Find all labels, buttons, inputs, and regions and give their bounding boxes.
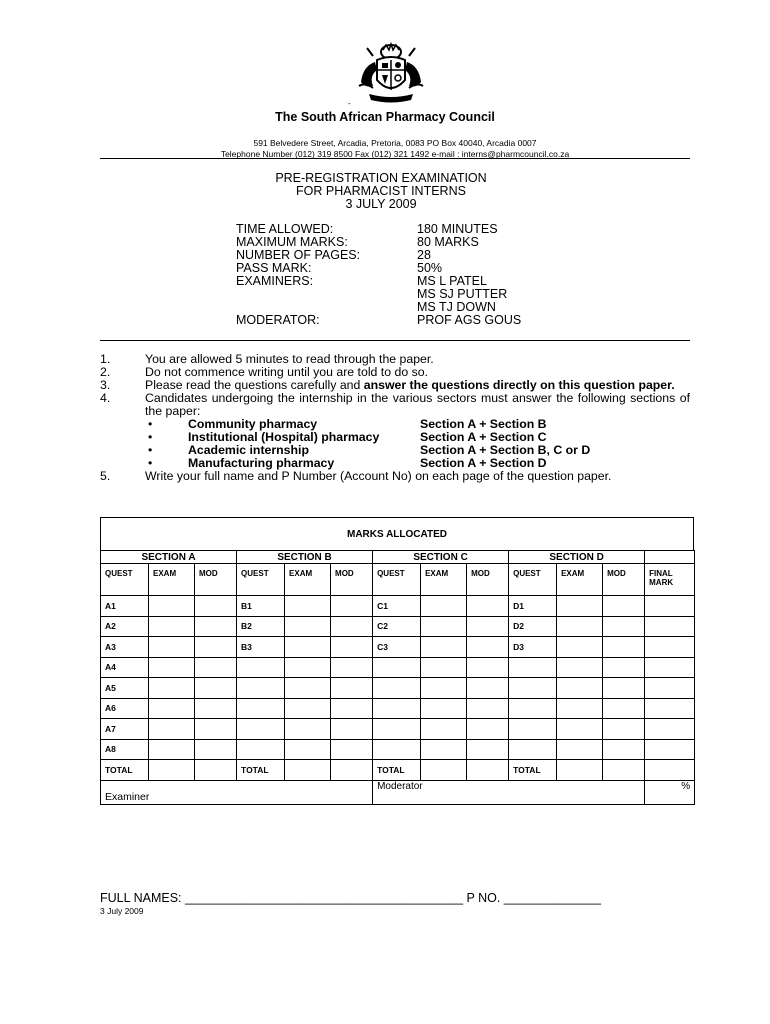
exam-mark-cell[interactable] [421,616,467,637]
instr-num: 1. [100,352,111,366]
exam-mark-cell[interactable] [149,596,195,617]
pass-label: PASS MARK: [236,261,312,275]
header-dash: - [348,99,351,108]
question-cell: C3 [373,637,421,658]
col-exam: EXAM [149,564,195,596]
exam-mark-cell[interactable] [285,616,331,637]
question-cell: A6 [101,698,149,719]
mod-mark-cell[interactable] [467,637,509,658]
instr-num: 2. [100,365,111,379]
examiner-signature-field[interactable]: Examiner [101,780,373,804]
mod-mark-cell[interactable] [603,698,645,719]
exam-mark-cell[interactable] [557,637,603,658]
mod-mark-cell[interactable] [603,596,645,617]
question-cell: B1 [237,596,285,617]
mod-mark-cell[interactable] [467,657,509,678]
address-line: 591 Belvedere Street, Arcadia, Pretoria, 0083 PO Box 40040, Arcadia 0007 [253,138,537,148]
examiners-label: EXAMINERS: [236,274,314,288]
table-row [101,596,695,617]
final-mark-cell[interactable] [645,657,695,678]
mod-mark-cell[interactable] [603,616,645,637]
sector-sections: Section A + Section B, C or D [420,443,591,457]
exam-mark-cell[interactable] [421,760,467,781]
question-cell: B3 [237,637,285,658]
mod-mark-cell[interactable] [331,657,373,678]
exam-mark-cell[interactable] [421,719,467,740]
question-cell: D3 [509,637,557,658]
question-cell: D2 [509,616,557,637]
exam-mark-cell[interactable] [557,739,603,760]
question-cell: TOTAL [101,760,149,781]
question-cell: A5 [101,678,149,699]
question-cell [509,739,557,760]
question-cell [373,739,421,760]
table-row [101,739,695,760]
instr-num: 3. [100,378,111,392]
sector-sections: Section A + Section B [420,417,547,431]
bullet-icon: • [148,456,153,470]
col-mod: MOD [331,564,373,596]
final-mark-cell[interactable] [645,616,695,637]
question-cell [509,657,557,678]
council-address [0,138,770,160]
question-cell: A2 [101,616,149,637]
marks-allocated-table [100,517,696,805]
examiner-2: MS SJ PUTTER [417,287,508,301]
question-cell [373,657,421,678]
instr-text: Candidates undergoing the internship in the various sectors must answer the following sections of the paper: [145,391,690,418]
section-c-header: SECTION C [373,551,509,564]
exam-title-line1: PRE-REGISTRATION EXAMINATION [275,171,487,185]
question-cell [509,698,557,719]
moderator-signature-field[interactable]: Moderator [373,780,645,804]
mod-mark-cell[interactable] [195,719,237,740]
mod-mark-cell[interactable] [603,637,645,658]
question-cell [237,698,285,719]
question-cell: TOTAL [373,760,421,781]
contact-prefix: Telephone Number (012) 319 8500 Fax (012) 321 1492 e-mail : [220,149,462,159]
mod-mark-cell[interactable] [603,739,645,760]
question-cell [237,657,285,678]
examiner-1: MS L PATEL [417,274,487,288]
exam-mark-cell[interactable] [285,596,331,617]
question-cell: A3 [101,637,149,658]
final-mark-cell[interactable] [645,678,695,699]
moderator-value: PROF AGS GOUS [417,313,522,327]
final-mark-cell[interactable] [645,698,695,719]
question-cell [373,698,421,719]
question-cell: D1 [509,596,557,617]
mod-mark-cell[interactable] [467,698,509,719]
mod-mark-cell[interactable] [467,739,509,760]
table-row [101,719,695,740]
question-cell: TOTAL [237,760,285,781]
exam-mark-cell[interactable] [285,719,331,740]
exam-mark-cell[interactable] [557,678,603,699]
mod-mark-cell[interactable] [331,698,373,719]
mod-mark-cell[interactable] [331,739,373,760]
info-divider [100,340,690,341]
pass-value: 50% [417,261,443,275]
mod-mark-cell[interactable] [195,698,237,719]
marks-value: 80 MARKS [417,235,479,249]
question-cell [237,739,285,760]
empty-cell [645,551,695,564]
exam-mark-cell[interactable] [421,657,467,678]
mod-mark-cell[interactable] [467,616,509,637]
exam-title [0,172,762,211]
footer-date: 3 July 2009 [100,906,144,916]
exam-mark-cell[interactable] [557,616,603,637]
mod-mark-cell[interactable] [195,739,237,760]
exam-mark-cell[interactable] [149,678,195,699]
mod-mark-cell[interactable] [467,760,509,781]
mod-mark-cell[interactable] [467,678,509,699]
bullet-icon: • [148,430,153,444]
marks-table-title: MARKS ALLOCATED [100,517,694,550]
question-cell [373,719,421,740]
sector-sections: Section A + Section C [420,430,547,444]
mod-mark-cell[interactable] [603,760,645,781]
col-quest: QUEST [101,564,149,596]
section-a-header: SECTION A [101,551,237,564]
mod-mark-cell[interactable] [603,657,645,678]
full-names-line[interactable]: FULL NAMES: ________________________________________ P NO. ______________ [100,891,602,905]
table-row [101,657,695,678]
instr-num: 4. [100,391,111,405]
marks-table-body [101,596,695,781]
col-quest: QUEST [509,564,557,596]
marks-label: MAXIMUM MARKS: [236,235,348,249]
sector-sections: Section A + Section D [420,456,547,470]
table-row [101,760,695,781]
question-cell [373,678,421,699]
exam-mark-cell[interactable] [285,637,331,658]
email-link[interactable]: interns@pharmcouncil.co.za [461,149,570,159]
percent-field[interactable]: % [645,780,695,804]
exam-mark-cell[interactable] [149,739,195,760]
exam-mark-cell[interactable] [149,616,195,637]
exam-mark-cell[interactable] [149,657,195,678]
question-cell [509,719,557,740]
pages-value: 28 [417,248,431,262]
sector-name: Academic internship [188,443,309,457]
question-cell: B2 [237,616,285,637]
column-header-row [101,564,695,596]
instr-num: 5. [100,469,111,483]
mod-mark-cell[interactable] [195,616,237,637]
council-crest-logo [355,42,427,106]
final-mark-cell[interactable] [645,637,695,658]
exam-date: 3 JULY 2009 [345,197,417,211]
exam-mark-cell[interactable] [149,760,195,781]
instr-text: Write your full name and P Number (Account No) on each page of the question paper. [145,469,612,483]
header-divider [100,158,690,159]
mod-mark-cell[interactable] [195,760,237,781]
sector-name: Manufacturing pharmacy [188,456,335,470]
mod-mark-cell[interactable] [331,616,373,637]
question-cell [237,678,285,699]
question-cell: C1 [373,596,421,617]
col-exam: EXAM [421,564,467,596]
question-cell: A1 [101,596,149,617]
question-cell [509,678,557,699]
exam-mark-cell[interactable] [557,657,603,678]
question-cell: TOTAL [509,760,557,781]
section-d-header: SECTION D [509,551,645,564]
bullet-icon: • [148,443,153,457]
col-mod: MOD [603,564,645,596]
section-b-header: SECTION B [237,551,373,564]
mod-mark-cell[interactable] [195,678,237,699]
col-quest: QUEST [373,564,421,596]
final-mark-cell[interactable] [645,719,695,740]
examiner-3: MS TJ DOWN [417,300,496,314]
instr-text: Do not commence writing until you are told to do so. [145,365,428,379]
exam-mark-cell[interactable] [421,739,467,760]
exam-mark-cell[interactable] [557,719,603,740]
time-value: 180 MINUTES [417,222,498,236]
time-label: TIME ALLOWED: [236,222,334,236]
table-row [101,637,695,658]
exam-mark-cell[interactable] [557,698,603,719]
exam-info [236,223,521,327]
exam-mark-cell[interactable] [285,760,331,781]
bullet-icon: • [148,417,153,431]
question-cell: A4 [101,657,149,678]
exam-mark-cell[interactable] [285,739,331,760]
table-row [101,678,695,699]
sector-name: Institutional (Hospital) pharmacy [188,430,380,444]
mod-mark-cell[interactable] [331,678,373,699]
col-mod: MOD [195,564,237,596]
pages-label: NUMBER OF PAGES: [236,248,361,262]
mod-mark-cell[interactable] [603,719,645,740]
table-row [101,698,695,719]
exam-mark-cell[interactable] [285,698,331,719]
section-header-row [101,551,695,564]
exam-mark-cell[interactable] [149,698,195,719]
exam-title-line2: FOR PHARMACIST INTERNS [296,184,466,198]
question-cell: A8 [101,739,149,760]
mod-mark-cell[interactable] [603,678,645,699]
mod-mark-cell[interactable] [195,596,237,617]
instr-text-plain: Please read the questions carefully and [145,378,364,392]
mod-mark-cell[interactable] [331,596,373,617]
table-row [101,616,695,637]
col-final-mark: FINAL MARK [645,564,695,596]
mod-mark-cell[interactable] [195,657,237,678]
exam-mark-cell[interactable] [149,719,195,740]
exam-mark-cell[interactable] [421,637,467,658]
col-mod: MOD [467,564,509,596]
question-cell: C2 [373,616,421,637]
exam-mark-cell[interactable] [149,637,195,658]
instructions [100,353,690,483]
final-mark-cell[interactable] [645,760,695,781]
exam-mark-cell[interactable] [421,678,467,699]
col-exam: EXAM [557,564,603,596]
mod-mark-cell[interactable] [467,596,509,617]
signature-row [101,780,695,804]
exam-mark-cell[interactable] [421,596,467,617]
question-cell: A7 [101,719,149,740]
exam-mark-cell[interactable] [557,596,603,617]
mod-mark-cell[interactable] [467,719,509,740]
exam-mark-cell[interactable] [557,760,603,781]
instr-text-bold: answer the questions directly on this question paper. [363,378,675,392]
mod-mark-cell[interactable] [331,760,373,781]
mod-mark-cell[interactable] [331,719,373,740]
sector-name: Community pharmacy [188,417,318,431]
moderator-label: MODERATOR: [236,313,320,327]
exam-mark-cell[interactable] [285,678,331,699]
mod-mark-cell[interactable] [331,637,373,658]
exam-mark-cell[interactable] [421,698,467,719]
question-cell [237,719,285,740]
exam-mark-cell[interactable] [285,657,331,678]
council-name: The South African Pharmacy Council [275,110,495,124]
final-mark-cell[interactable] [645,596,695,617]
mod-mark-cell[interactable] [195,637,237,658]
instr-text: You are allowed 5 minutes to read through the paper. [145,352,434,366]
col-quest: QUEST [237,564,285,596]
final-mark-cell[interactable] [645,739,695,760]
col-exam: EXAM [285,564,331,596]
